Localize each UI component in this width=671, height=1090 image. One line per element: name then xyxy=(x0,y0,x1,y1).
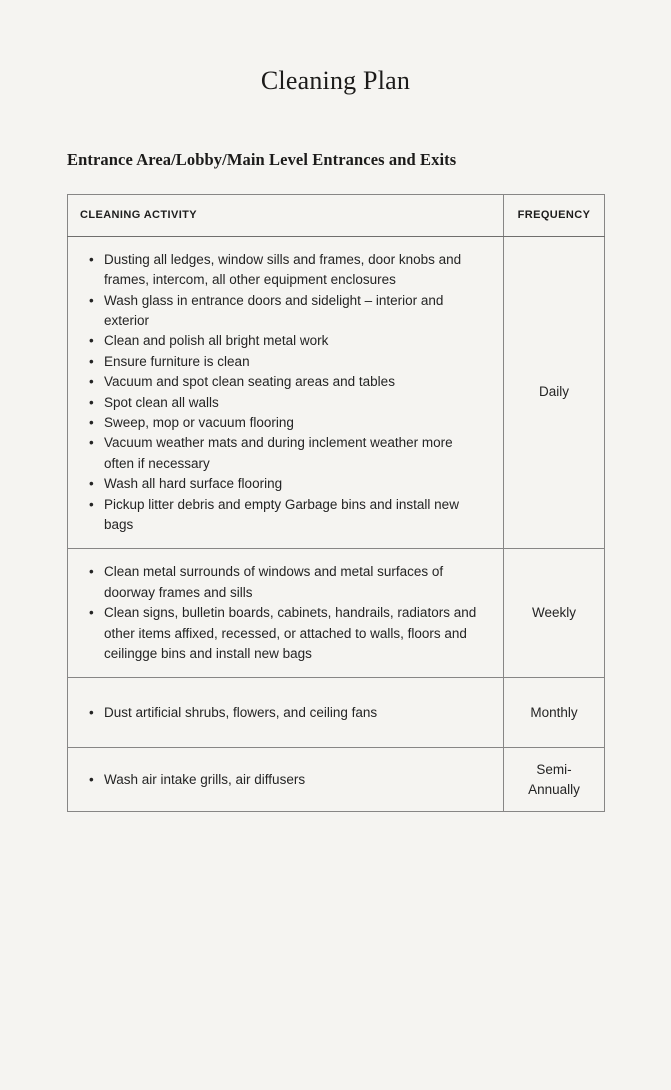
activity-item: • Pickup litter debris and empty Garbage bins and install new bags xyxy=(80,495,485,536)
activity-item: • Spot clean all walls xyxy=(80,393,485,413)
frequency-cell: Weekly xyxy=(504,549,605,678)
activity-item: • Vacuum weather mats and during inclement weather more often if necessary xyxy=(80,433,485,474)
table-row xyxy=(68,748,605,812)
activity-item: • Wash all hard surface flooring xyxy=(80,474,485,494)
page-title: Cleaning Plan xyxy=(260,66,411,95)
cleaning-table xyxy=(67,194,605,813)
activity-cell xyxy=(68,678,504,748)
section-heading: Entrance Area/Lobby/Main Level Entrances and Exits xyxy=(67,149,457,169)
activity-list xyxy=(80,703,485,723)
table-row xyxy=(68,678,605,748)
activity-item: • Dust artificial shrubs, flowers, and ceiling fans xyxy=(80,703,485,723)
activity-item: • Clean metal surrounds of windows and metal surfaces of doorway frames and sills xyxy=(80,562,485,603)
activity-item: • Wash air intake grills, air diffusers xyxy=(80,770,485,790)
column-header-frequency: FREQUENCY xyxy=(504,194,605,236)
activity-item: • Clean and polish all bright metal work xyxy=(80,331,485,351)
activity-item: • Ensure furniture is clean xyxy=(80,352,485,372)
activity-item: • Dusting all ledges, window sills and frames, door knobs and frames, intercom, all other equipment enclosures xyxy=(80,250,485,291)
activity-item: • Clean signs, bulletin boards, cabinets, handrails, radiators and other items affixed, recessed, or attached to walls, floors and ceilingge bins and install new bags xyxy=(80,603,485,664)
activity-list xyxy=(80,562,485,664)
document-page xyxy=(0,66,671,1090)
table-body xyxy=(68,236,605,812)
activity-item: • Vacuum and spot clean seating areas and tables xyxy=(80,372,485,392)
activity-item: • Sweep, mop or vacuum flooring xyxy=(80,413,485,433)
activity-list xyxy=(80,250,485,536)
activity-cell xyxy=(68,748,504,812)
activity-item: • Wash glass in entrance doors and sidelight – interior and exterior xyxy=(80,291,485,332)
table-header-row xyxy=(68,194,605,236)
table-row xyxy=(68,549,605,678)
table-row xyxy=(68,236,605,549)
activity-cell xyxy=(68,236,504,549)
frequency-cell: Monthly xyxy=(504,678,605,748)
column-header-cleaning-activity: CLEANING ACTIVITY xyxy=(68,194,504,236)
frequency-cell: Semi-Annually xyxy=(504,748,605,812)
activity-cell xyxy=(68,549,504,678)
activity-list xyxy=(80,770,485,790)
frequency-cell: Daily xyxy=(504,236,605,549)
